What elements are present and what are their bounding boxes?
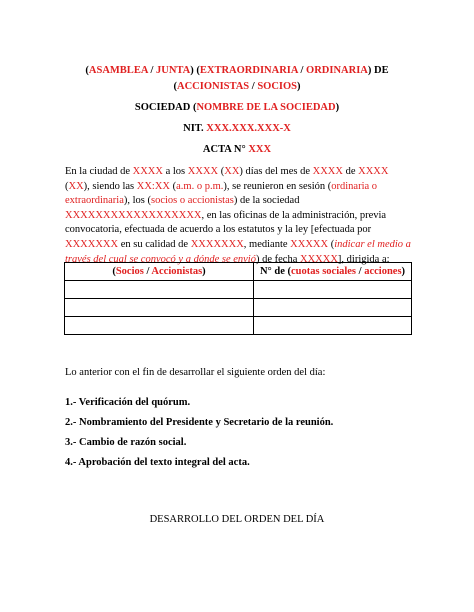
placeholder: XXXX	[312, 166, 343, 177]
placeholder-cuotas: cuotas sociales	[290, 266, 357, 277]
placeholder: ordinaria o extraordinaria	[65, 180, 378, 207]
agenda-item: 3.- Cambio de razón social.	[65, 437, 187, 448]
header-text: )	[401, 266, 406, 277]
agenda-item: 4.- Aprobación del texto integral del acta.	[65, 457, 250, 468]
paragraph-text: (	[218, 166, 225, 177]
paragraph-text: ], dirigida a:	[337, 253, 390, 265]
heading-acta	[60, 144, 414, 155]
attendees-table	[64, 262, 412, 335]
table-row	[65, 281, 412, 299]
table-header-shares	[254, 263, 412, 281]
placeholder: XX	[68, 180, 84, 192]
placeholder-ordinaria: ORDINARIA	[306, 65, 368, 76]
placeholder-junta: JUNTA	[156, 65, 191, 76]
placeholder-socios: Socios	[115, 266, 144, 277]
table-header-members	[65, 263, 254, 281]
placeholder-asamblea: ASAMBLEA	[88, 65, 148, 76]
table-cell	[254, 281, 412, 299]
header-text: /	[356, 266, 365, 277]
paragraph-text: ) de fecha	[255, 253, 300, 265]
heading-text: )	[335, 102, 340, 113]
placeholder: XXXX	[358, 166, 389, 177]
table-cell	[254, 317, 412, 335]
table-cell	[65, 281, 254, 299]
placeholder-accionistas: ACCIONISTAS	[176, 81, 250, 92]
paragraph-text: ) de la sociedad	[233, 195, 300, 207]
opening-paragraph	[65, 165, 413, 267]
placeholder-acta-number: XXX	[248, 144, 272, 155]
table-row	[65, 317, 412, 335]
heading-text: /	[297, 65, 307, 76]
agenda-intro: Lo anterior con el fin de desarrollar el siguiente orden del día:	[65, 367, 326, 378]
placeholder-socios: SOCIOS	[257, 81, 298, 92]
placeholder-accionistas: Accionistas	[151, 266, 203, 277]
agenda-item: 1.- Verificación del quórum.	[65, 397, 191, 408]
heading-text: )	[297, 81, 301, 92]
heading-text: ) DE	[367, 65, 389, 76]
paragraph-text: (	[328, 238, 335, 250]
placeholder-acciones: acciones	[364, 266, 402, 277]
table-cell	[254, 299, 412, 317]
placeholder: XXXXX	[300, 253, 338, 265]
placeholder: a.m. o p.m.	[176, 180, 224, 192]
placeholder-company-name: NOMBRE DE LA SOCIEDAD	[196, 102, 336, 113]
paragraph-text: en su calidad de	[118, 238, 191, 250]
placeholder: XXXX	[132, 166, 163, 177]
paragraph-text: (	[65, 180, 69, 192]
paragraph-text: (	[170, 180, 177, 192]
heading-meeting-type	[60, 63, 414, 95]
header-text: N° de (	[259, 266, 291, 277]
paragraph-text: ) días del mes de	[239, 166, 313, 177]
heading-text: ACTA N°	[202, 144, 249, 155]
placeholder: XX:XX	[136, 180, 170, 192]
heading-text: /	[249, 81, 258, 92]
heading-text: (	[85, 65, 89, 76]
paragraph-text: , en las oficinas de la administración, previa convocatoria, efectuada de acuerdo a los estatutos y la ley [efectuada por	[65, 209, 387, 236]
placeholder: XXXXXXXXXXXXXXXXXX	[65, 209, 202, 221]
paragraph-text: En la ciudad de	[65, 166, 133, 177]
paragraph-text: ), los (	[123, 195, 152, 207]
placeholder: XXXXXXX	[65, 238, 119, 250]
paragraph-text: a los	[162, 166, 188, 177]
placeholder-nit: XXX.XXX.XXX-X	[206, 123, 291, 134]
placeholder: XXXX	[187, 166, 219, 177]
placeholder-extraordinaria: EXTRAORDINARIA	[199, 65, 298, 76]
header-text: (	[112, 266, 116, 277]
paragraph-text: ), siendo las	[83, 180, 137, 192]
table-cell	[65, 299, 254, 317]
header-text: /	[143, 266, 152, 277]
section-heading: DESARROLLO DEL ORDEN DEL DÍA	[149, 514, 325, 525]
placeholder: XX	[224, 166, 240, 177]
heading-sociedad	[60, 102, 414, 113]
table-row	[65, 299, 412, 317]
placeholder: socios o accionistas	[151, 195, 234, 207]
table-header-row	[65, 263, 412, 281]
placeholder-italic: indicar el medio a través del cual se convocó y a dónde se envió	[65, 238, 411, 265]
paragraph-text: , mediante	[243, 238, 291, 250]
paragraph-text: de	[342, 166, 359, 177]
table-cell	[65, 317, 254, 335]
paragraph-text: ), se reunieron en sesión (	[223, 180, 332, 192]
placeholder: XXXXX	[290, 238, 329, 250]
heading-text: (	[173, 81, 177, 92]
heading-nit	[60, 123, 414, 134]
heading-text: /	[147, 65, 156, 76]
heading-text: SOCIEDAD (	[134, 102, 197, 113]
agenda-item: 2.- Nombramiento del Presidente y Secretario de la reunión.	[65, 417, 334, 428]
header-text: )	[202, 266, 206, 277]
heading-text: NIT.	[183, 123, 207, 134]
heading-text: ) (	[190, 65, 200, 76]
placeholder: XXXXXXX	[190, 238, 244, 250]
